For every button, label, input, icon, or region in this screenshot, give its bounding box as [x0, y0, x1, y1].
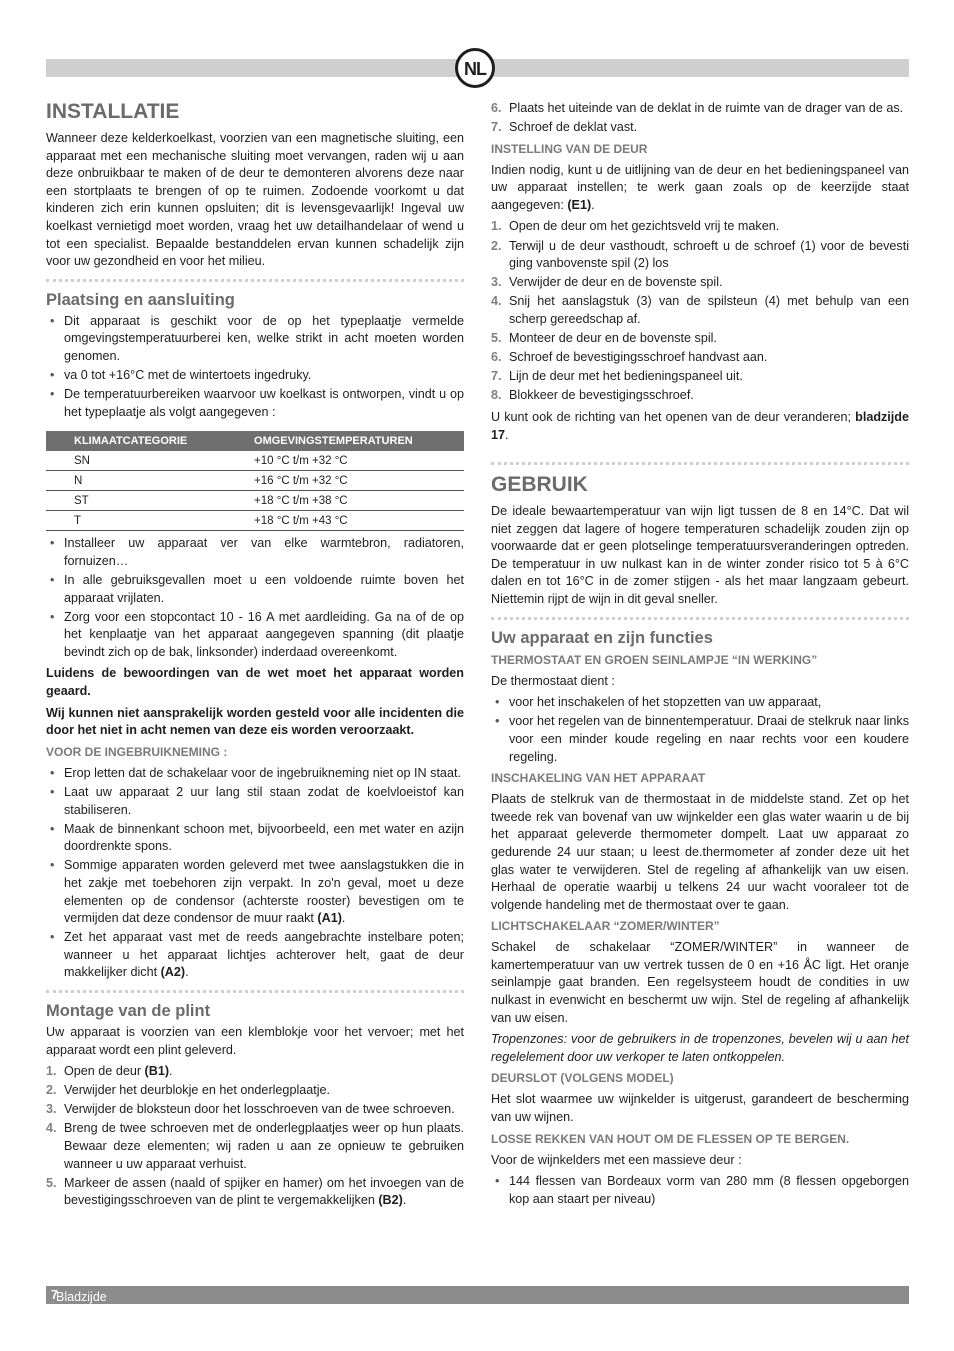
- step-text: Terwijl u de deur vasthoudt, schroeft u de schroef (1) voor de bevesti ging vanbovenste spil (2) los: [509, 238, 909, 271]
- placement-heading: Plaatsing en aansluiting: [46, 290, 235, 309]
- table-cell: SN: [46, 451, 226, 471]
- list-item: [491, 349, 909, 367]
- figure-ref: (A1): [317, 911, 342, 926]
- left-column: [46, 100, 464, 1214]
- list-item: • va 0 tot +16°C met de wintertoets ingedruky.: [46, 367, 464, 385]
- page-number: [51, 1288, 107, 1304]
- divider: [46, 990, 464, 993]
- step-text: Open de deur: [64, 1064, 142, 1079]
- list-item: • Zorg voor een stopcontact 10 - 16 A met aardleiding. Ga na of de op het kenplaatje van het apparaat aangegeven spanning (dit plaatje bevindt zich op de bak, linksonder) inderdaad overeenkomt.: [46, 609, 464, 662]
- door-outro-text: U kunt ook de richting van het openen van de deur veranderen;: [491, 409, 851, 424]
- plinth-heading: Montage van de plint: [46, 1001, 211, 1020]
- figure-ref: (E1): [567, 197, 592, 212]
- list-item: [46, 1175, 464, 1210]
- step-number: 5.: [46, 1175, 57, 1190]
- step-text: Lijn de deur met het bedieningspaneel uit.: [509, 369, 743, 384]
- before-use-list: [46, 765, 464, 982]
- step-number: 5.: [491, 331, 502, 346]
- language-code: NL: [464, 59, 486, 79]
- step-tail: .: [402, 1193, 407, 1208]
- table-row: [46, 491, 464, 511]
- list-item: [46, 1120, 464, 1173]
- list-item: • In alle gebruiksgevallen moet u een voldoende ruimte boven het apparaat vrijlaten.: [46, 572, 464, 607]
- list-item: • Installeer uw apparaat ver van elke warmtebron, radiatoren, fornuizen…: [46, 535, 464, 570]
- list-item: • voor het regelen van de binnentemperatuur. Draai de stelkruk naar links voor een minder koude regeling en naar rechts voor een koudere regeling.: [491, 713, 909, 766]
- table-cell: N: [46, 471, 226, 491]
- table-cell: +16 °C t/m +32 °C: [226, 471, 464, 491]
- thermostat-list: [491, 694, 909, 766]
- thermostat-intro: De thermostaat dient :: [491, 673, 615, 688]
- right-column: [491, 100, 909, 1212]
- list-item: [46, 1082, 464, 1100]
- ground-warning: Luidens de bewoordingen van de wet moet het apparaat worden geaard.: [46, 666, 464, 699]
- step-text: Verwijder het deurblokje en het onderlegplaatje.: [64, 1083, 331, 1098]
- racks-heading: LOSSE REKKEN VAN HOUT OM DE FLESSEN OP TE BERGEN.: [491, 1131, 850, 1146]
- table-header: OMGEVINGSTEMPERATUREN: [226, 431, 464, 451]
- list-item: [491, 387, 909, 405]
- table-cell: +10 °C t/m +32 °C: [226, 451, 464, 471]
- list-item: [491, 119, 909, 137]
- step-text: Schroef de bevestigingsschroef handvast aan.: [509, 350, 768, 365]
- liability-warning: Wij kunnen niet aansprakelijk worden gesteld voor alle incidenten die door het niet in acht nemen van deze eis worden veroorzaakt.: [46, 705, 464, 738]
- page-number-value: 7: [51, 1288, 58, 1302]
- table-cell: ST: [46, 491, 226, 511]
- page-ref: bladzijde 17: [491, 409, 910, 442]
- racks-intro: Voor de wijnkelders met een massieve deur :: [491, 1152, 742, 1167]
- list-item: [491, 100, 909, 118]
- step-number: 3.: [491, 275, 502, 290]
- list-item: [491, 218, 909, 236]
- plinth-steps-continued: [491, 100, 909, 137]
- plinth-intro: Uw apparaat is voorzien van een klemblokje voor het vervoer; met het apparaat wordt een plint geleverd.: [46, 1024, 464, 1057]
- figure-ref: (B2): [378, 1193, 403, 1208]
- step-text: Monteer de deur en de bovenste spil.: [509, 331, 717, 346]
- list-item: [491, 368, 909, 386]
- footer-bar: [46, 1286, 909, 1304]
- placement-list: [46, 313, 464, 422]
- list-item: [491, 330, 909, 348]
- list-item: • 144 flessen van Bordeaux vorm van 280 mm (8 flessen opgeborgen kop aan staart per niveau): [491, 1173, 909, 1208]
- list-item: [491, 293, 909, 328]
- divider: [46, 279, 464, 282]
- figure-ref: (A2): [160, 965, 186, 980]
- switch-on-heading: INSCHAKELING VAN HET APPARAAT: [491, 771, 706, 786]
- table-cell: T: [46, 511, 226, 531]
- switch-on-text: Plaats de stelkruk van de thermostaat in de middelste stand. Zet op het tweede rek van bovenaf van uw wijnkelder een glas water waarin u de bij het apparaat geleverde thermometer dompelt. Laat uw apparaat zo gedurende 24 uur staan; u leest de.thermometer af zonder deze uit het glas water te verwijderen. Stel de regeling af afhankelijk van uw eisen. Herhaal de operatie waarbij u telkens 24 uur wacht vooraleer tot de volgende handeling met de thermostaat over te gaan.: [491, 792, 909, 912]
- step-text: Schroef de deklat vast.: [509, 120, 638, 135]
- step-number: 8.: [491, 388, 502, 403]
- tropics-text: Tropenzones: voor de gebruikers in de tropenzones, bevelen wij u aan het regelelement door uw verkoper te laten ontkoppelen.: [491, 1032, 909, 1064]
- placement-list-2: [46, 535, 464, 661]
- climate-table: [46, 431, 464, 531]
- list-item: [491, 238, 909, 273]
- use-title: GEBRUIK: [491, 473, 588, 497]
- functions-heading: Uw apparaat en zijn functies: [491, 628, 713, 647]
- step-number: 3.: [46, 1102, 57, 1117]
- step-number: 2.: [491, 238, 502, 253]
- table-row: [46, 471, 464, 491]
- step-text: Blokkeer de bevestigingsschroef.: [509, 388, 694, 403]
- list-item: • Zet het apparaat vast met de reeds aangebrachte instelbare poten; wanneer u het apparaat lichtjes achterover helt, gaat de deur makkelijker dicht (A2).: [46, 929, 464, 982]
- list-item: [491, 274, 909, 292]
- step-number: 2.: [46, 1083, 57, 1098]
- summer-winter-text: Schakel de schakelaar “ZOMER/WINTER” in wanneer de kamertemperatuur van uw vertrek tussen de 0 en +16 ÅC ligt. Het oranje seinlampje gaat branden. Een regelsysteem houdt de condities in uw nulkast in evenwicht en beschermt uw wijn. Stel de regeling af afhankelijk van uw eisen.: [491, 940, 909, 1025]
- list-item: [46, 1101, 464, 1119]
- step-text: Plaats het uiteinde van de deklat in de ruimte van de drager van de as.: [509, 101, 904, 115]
- door-intro-text: Indien nodig, kunt u de uitlijning van de deur en het bedieningspaneel van uw apparaat instellen; te werk gaan zoals op de keerzijde staat aangegeven:: [491, 162, 909, 212]
- installation-intro: Wanneer deze kelderkoelkast, voorzien van een magnetische sluiting, een apparaat met een mechanische sluiting moet vervangen, raden wij u aan deze onbruikbaar te maken of de deur te demonteren alvorens deze naar een stortplaats te brengen of op te ruimen. Zodoende voorkomt u dat kinderen zich erin kunnen opsluiten; dit is levensgevaarlijk! Ingeval uw koelkast vernietigd moet worden, vraag het uw detailhandelaar of wend u tot een specialist. Bepaalde bestanddelen ervan kunnen schadelijk zijn voor uw gezondheid en voor het milieu.: [46, 131, 464, 269]
- step-text: Open de deur om het gezichtsveld vrij te maken.: [509, 219, 780, 234]
- list-item: • Erop letten dat de schakelaar voor de ingebruikneming niet op IN staat.: [46, 765, 464, 783]
- door-outro: U kunt ook de richting van het openen van de deur veranderen; bladzijde 17.: [491, 409, 910, 442]
- door-heading: INSTELLING VAN DE DEUR: [491, 141, 648, 156]
- summer-winter-heading: LICHTSCHAKELAAR “ZOMER/WINTER”: [491, 919, 720, 934]
- page-label: Bladzijde: [56, 1290, 107, 1304]
- thermostat-heading: THERMOSTAAT EN GROEN SEINLAMPJE “IN WERKING”: [491, 652, 818, 667]
- step-text: Verwijder de deur en de bovenste spil.: [509, 275, 723, 290]
- step-text: Markeer de assen (naald of spijker en hamer) om het invoegen van de bevestigingsschroeven van de plint te vergemakkelijken: [64, 1175, 464, 1208]
- step-tail: .: [169, 1064, 173, 1079]
- before-use-heading: VOOR DE INGEBRUIKNEMING :: [46, 744, 228, 759]
- step-text: Breng de twee schroeven met de onderlegplaatjes weer op hun plaats. Bewaar deze elementen; wij raden u aan ze opnieuw te gebruiken wanneer u uw apparaat verhuist.: [64, 1121, 464, 1171]
- divider: [491, 617, 909, 620]
- step-number: 6.: [491, 101, 502, 115]
- list-item: • Dit apparaat is geschikt voor de op het typeplaatje vermelde omgevingstemperatuurberei ken, welke strikt in acht moeten worden genomen.: [46, 313, 464, 366]
- step-number: 7.: [491, 120, 502, 135]
- list-item: • De temperatuurbereiken waarvoor uw koelkast is ontworpen, vindt u op het typeplaatje als volgt aangegeven :: [46, 386, 464, 421]
- lock-heading: DEURSLOT (VOLGENS MODEL): [491, 1071, 674, 1086]
- installation-title: INSTALLATIE: [46, 100, 180, 123]
- step-number: 4.: [46, 1121, 57, 1136]
- lock-text: Het slot waarmee uw wijnkelder is uitgerust, garandeert de bescherming van uw wijnen.: [491, 1092, 909, 1125]
- table-header: KLIMAATCATEGORIE: [46, 431, 226, 451]
- table-cell: +18 °C t/m +38 °C: [226, 491, 464, 511]
- step-number: 4.: [491, 294, 502, 309]
- step-text: Snij het aanslagstuk (3) van de spilsteun (4) met behulp van een scherp gereedschap af.: [509, 294, 909, 326]
- language-badge: [455, 48, 495, 88]
- list-item: • Sommige apparaten worden geleverd met twee aanslagstukken die in het zakje met toebehoren zijn verpakt. In zo'n geval, moet u deze elementen op de condensor (achterste rooster) bevestigen om te vermijden dat deze condensor de muur raakt (A1).: [46, 857, 464, 927]
- table-row: [46, 451, 464, 471]
- racks-list: [491, 1173, 909, 1208]
- table-cell: +18 °C t/m +43 °C: [226, 511, 464, 531]
- step-number: 1.: [46, 1064, 57, 1079]
- step-number: 7.: [491, 369, 502, 384]
- figure-ref: (B1): [144, 1064, 170, 1079]
- door-intro: Indien nodig, kunt u de uitlijning van de deur en het bedieningspaneel van uw apparaat instellen; te werk gaan zoals op de keerzijde staat aangegeven: (E1).: [491, 162, 909, 212]
- list-item: • Laat uw apparaat 2 uur lang stil staan zodat de koelvloeistof kan stabiliseren.: [46, 784, 464, 819]
- list-item: [46, 1063, 464, 1081]
- step-text: Verwijder de bloksteun door het losschroeven van de twee schroeven.: [64, 1102, 455, 1117]
- step-number: 6.: [491, 350, 502, 365]
- plinth-steps: [46, 1063, 464, 1210]
- table-row: [46, 511, 464, 531]
- step-number: 1.: [491, 219, 502, 234]
- list-item-text: Sommige apparaten worden geleverd met twee aanslagstukken die in het zakje met toebehoren zijn verpakt. In zo'n geval, moet u deze elementen op de condensor (achterste rooster) bevestigen om te vermijden dat deze condensor de muur raakt: [64, 858, 464, 926]
- divider: [491, 462, 909, 465]
- list-item-text: Zet het apparaat vast met de reeds aangebrachte instelbare poten; wanneer u het apparaat lichtjes achterover helt, gaat de deur makkelijker dicht: [64, 930, 464, 980]
- list-item: • voor het inschakelen of het stopzetten van uw apparaat,: [491, 694, 909, 712]
- list-item: • Maak de binnenkant schoon met, bijvoorbeeld, een met water en azijn doordrenkte spons.: [46, 821, 464, 856]
- door-steps: [491, 218, 909, 404]
- use-intro: De ideale bewaartemperatuur van wijn ligt tussen de 8 en 14°C. Dat wil niet zeggen dat lagere of hogere temperaturen schadelijk zouden zijn op voorwaarde dat er geen plotselinge temperatuursveranderingen optreden. De temperatuur in uw nulkast kan in de winter zonder risico tot 5 à 6°C dalen en tot 16°C in de zomer stijgen - als het maar langzaam gebeurt. Niettemin rijpt de wijn in dit geval sneller.: [491, 504, 909, 607]
